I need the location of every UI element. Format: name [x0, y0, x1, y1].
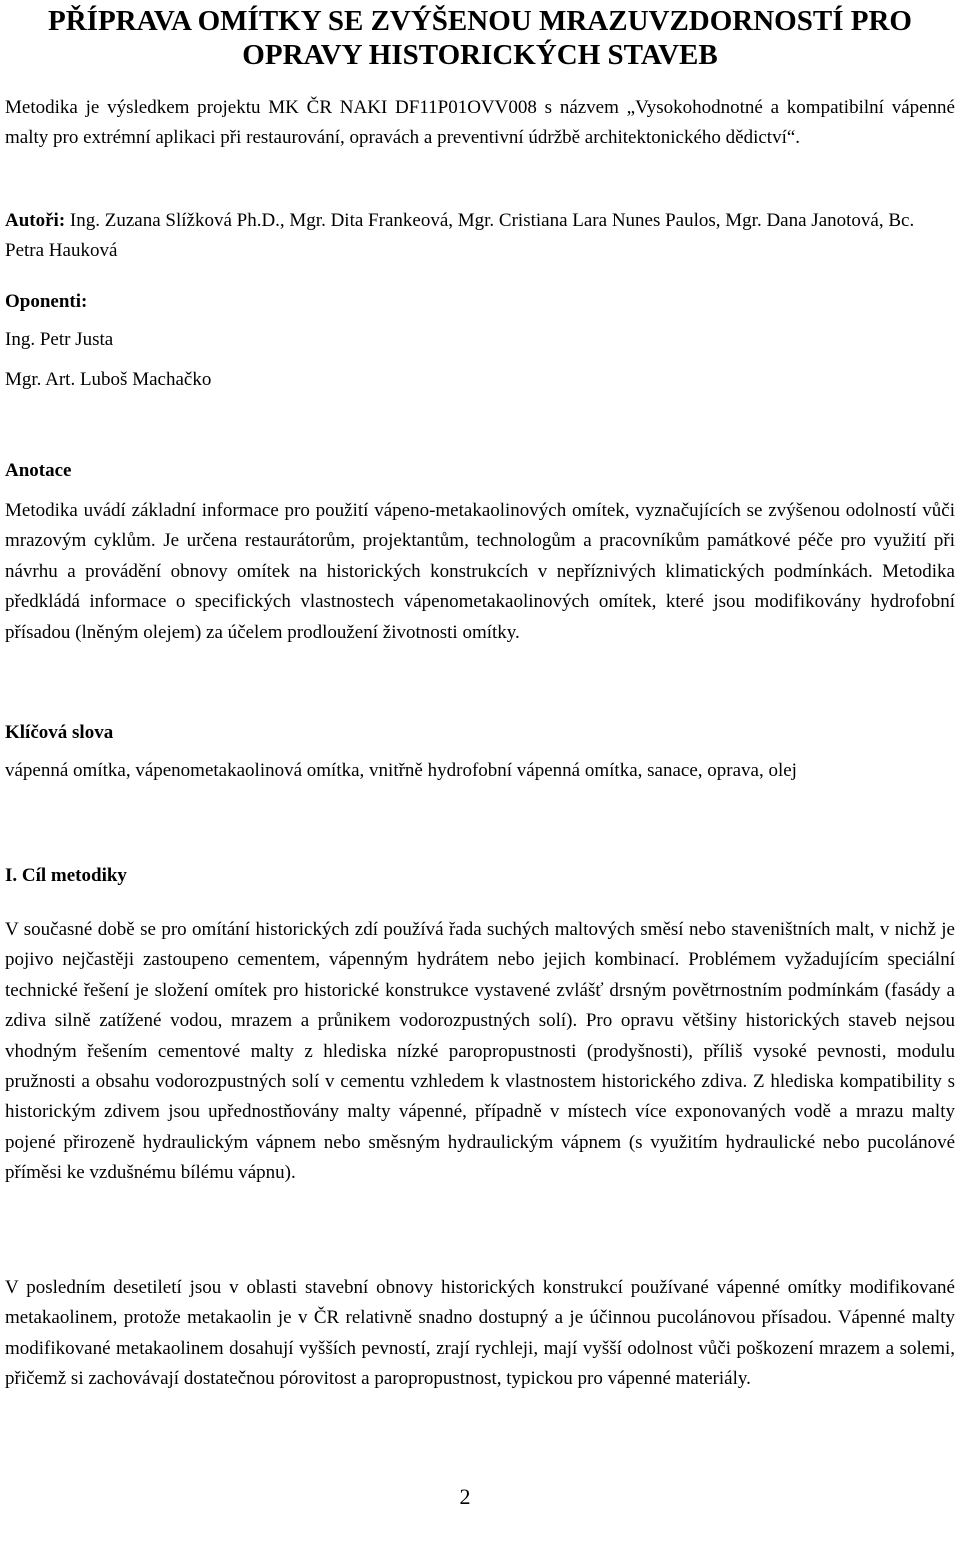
intro-paragraph: Metodika je výsledkem projektu MK ČR NAKI DF11P01OVV008 s názvem „Vysokohodnotné a kompatibilní vápenné malty pro extrémní aplikaci při restaurování, opravách a preventivní údržbě architektonického dědictví“. [5, 97, 955, 149]
annotation-heading: Anotace [5, 460, 72, 481]
section-1-paragraph-2: V posledním desetiletí jsou v oblasti stavební obnovy historických konstrukcí používané vápenné omítky modifikované metakaolinem, protože metakaolin je v ČR relativně snadno dostupný a je účinnou pucolánovou přísadou. Vápenné malty modifikované metakaolinem dosahují vyšších pevností, zrají rychleji, mají vyšší odolnost vůči poškození mrazem a solemi, přičemž si zachovávají dostatečnou pórovitost a paropropustnost, typickou pro vápenné materiály. [5, 1277, 955, 1390]
section-1-heading: I. Cíl metodiky [5, 865, 127, 886]
title-line-2: OPRAVY HISTORICKÝCH STAVEB [242, 39, 718, 71]
authors-label: Autoři: [5, 210, 66, 231]
annotation-paragraph: Metodika uvádí základní informace pro použití vápeno-metakaolinových omítek, vyznačujících se zvýšenou odolností vůči mrazovým cyklům. Je určena restaurátorům, projektantům, technologům a pracovníkům památkové péče pro využití při návrhu a provádění obnovy omítek na historických konstrukcích v nepříznivých klimatických podmínkách. Metodika předkládá informace o specifických vlastnostech vápenometakaolinových omítek, které jsou modifikovány hydrofobní přísadou (lněným olejem) za účelem prodloužení životnosti omítky. [5, 500, 955, 643]
authors-paragraph [5, 206, 955, 267]
page-number: 2 [459, 1484, 471, 1509]
opponents-heading: Oponenti: [5, 291, 88, 312]
section-1-paragraph-1: V současné době se pro omítání historických zdí používá řada suchých maltových směsí nebo staveništních malt, v nichž je pojivo nejčastěji zastoupeno cementem, vápenným hydrátem nebo jejich kombinací. Problémem vyžadujícím speciální technické řešení je složení omítek pro historické konstrukce vystavené zvlášť drsným povětrnostním podmínkám (fasády a zdiva silně zatížené vodou, mrazem a průnikem vodorozpustných solí). Pro opravu většiny historických staveb nejsou vhodným řešením cementové malty z hlediska nízké paropropustnosti (prodyšnosti), příliš vysoké pevnosti, modulu pružnosti a obsahu vodorozpustných solí v cementu vzhledem k vlastnostem historického zdiva. Z hlediska kompatibility s historickým zdivem jsou upřednostňovány malty vápenné, případně v místech více exponovaných vodě a mrazu malty pojené přirozeně hydraulickým vápnem nebo směsným hydraulickým vápnem (s využitím hydraulické nebo pucolánové příměsi ke vzdušnému bílému vápnu). [5, 919, 955, 1184]
authors-list: Ing. Zuzana Slížková Ph.D., Mgr. Dita Frankeová, Mgr. Cristiana Lara Nunes Paulos, Mgr. Dana Janotová, Bc. Petra Hauková [5, 210, 915, 262]
title-line-1: PŘÍPRAVA OMÍTKY SE ZVÝŠENOU MRAZUVZDORNOSTÍ PRO [48, 5, 912, 37]
document-title [0, 4, 960, 72]
opponent-1: Ing. Petr Justa [5, 329, 114, 350]
keywords-heading: Klíčová slova [5, 722, 114, 743]
opponent-2: Mgr. Art. Luboš Machačko [5, 369, 212, 390]
keywords-paragraph: vápenná omítka, vápenometakaolinová omítka, vnitřně hydrofobní vápenná omítka, sanace, oprava, olej [5, 760, 797, 781]
